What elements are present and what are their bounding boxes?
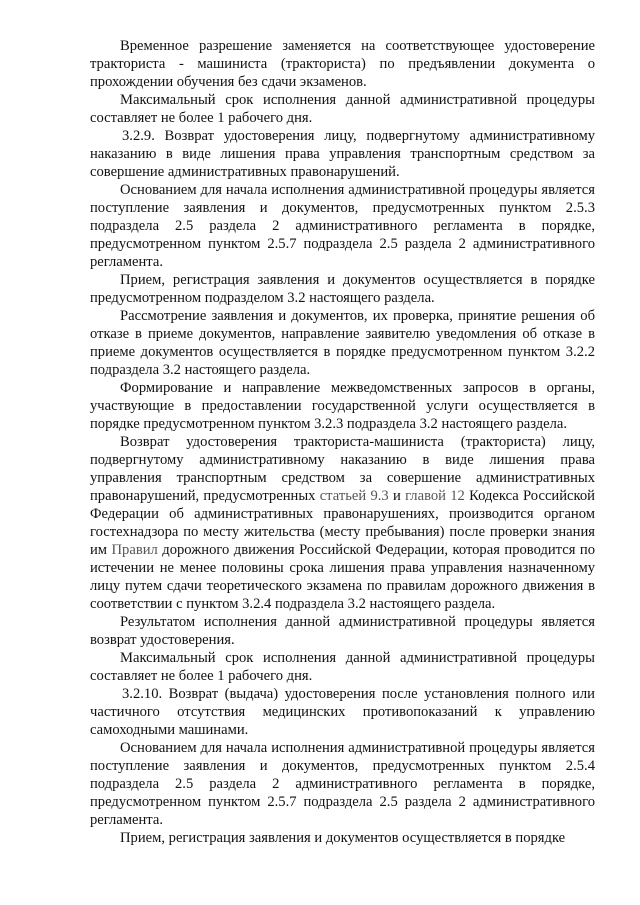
text-run: и [388, 488, 406, 504]
paragraph-result: Результатом исполнения данной административной процедуры является возврат удостоверения. [90, 614, 595, 648]
section-heading-3-2-9: 3.2.9. Возврат удостоверения лицу, подвергнутому административному наказанию в виде лишения права управления транспортным средством за совершение административных правонарушений. [90, 128, 595, 180]
text-run: Кодекса Российской Федерации об административных правонарушениях, производится органом гостехнадзора по месту жительства (месту пребывания) после проверки знания им [90, 488, 595, 558]
link-article-9-3[interactable]: статьей 9.3 [319, 488, 389, 504]
paragraph-basis-3-2-9: Основанием для начала исполнения административной процедуры является поступление заявления и документов, предусмотренных пунктом 2.5.3 подраздела 2.5 раздела 2 административного регламента в порядке, предусмотренном пунктом 2.5.7 подраздела 2.5 раздела 2 административного регламента. [90, 182, 595, 270]
paragraph-temporary-permit: Временное разрешение заменяется на соответствующее удостоверение тракториста - машиниста (тракториста) по предъявлении документа о прохождении обучения без сдачи экзаменов. [90, 38, 595, 90]
paragraph-max-term-1: Максимальный срок исполнения данной административной процедуры составляет не более 1 рабочего дня. [90, 92, 595, 126]
link-traffic-rules[interactable]: Правил [111, 542, 158, 558]
document-body [90, 37, 595, 847]
text-run: Возврат удостоверения тракториста-машиниста (тракториста) лицу, подвергнутому административному наказанию в виде лишения права управления транспортным средством за совершение административных правонарушений, предусмотренных [90, 434, 595, 504]
paragraph-max-term-2: Максимальный срок исполнения данной административной процедуры составляет не более 1 рабочего дня. [90, 650, 595, 684]
paragraph-reception-1: Прием, регистрация заявления и документов осуществляется в порядке предусмотренном подразделом 3.2 настоящего раздела. [90, 272, 595, 306]
paragraph-interagency-requests: Формирование и направление межведомственных запросов в органы, участвующие в предоставлении государственной услуги осуществляется в порядке предусмотренном пунктом 3.2.3 подраздела 3.2 настоящего раздела. [90, 380, 595, 432]
paragraph-license-return [90, 433, 595, 613]
paragraph-basis-3-2-10: Основанием для начала исполнения административной процедуры является поступление заявления и документов, предусмотренных пунктом 2.5.4 подраздела 2.5 раздела 2 административного регламента в порядке, предусмотренном пунктом 2.5.7 подраздела 2.5 раздела 2 административного регламента. [90, 740, 595, 828]
link-chapter-12[interactable]: главой 12 [405, 488, 465, 504]
text-run: дорожного движения Российской Федерации, которая проводится по истечении не менее половины срока лишения права управления назначенному лицу путем сдачи теоретического экзамена по правилам дорожного движения в соответствии с пунктом 3.2.4 подраздела 3.2 настоящего раздела. [90, 542, 595, 612]
section-heading-3-2-10: 3.2.10. Возврат (выдача) удостоверения после установления полного или частичного отсутствия медицинских противопоказаний к управлению самоходными машинами. [90, 686, 595, 738]
paragraph-review: Рассмотрение заявления и документов, их проверка, принятие решения об отказе в приеме документов, направление заявителю уведомления об отказе в приеме документов осуществляется в порядке предусмотренном пунктом 3.2.2 подраздела 3.2 настоящего раздела. [90, 308, 595, 378]
paragraph-reception-2: Прием, регистрация заявления и документов осуществляется в порядке [120, 830, 566, 846]
